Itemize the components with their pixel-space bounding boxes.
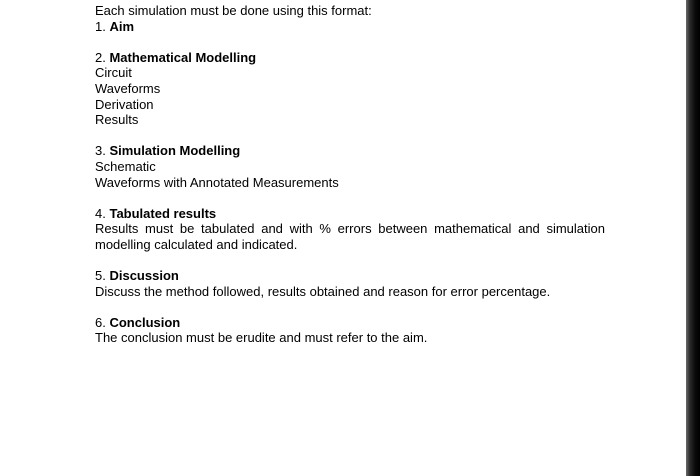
intro-text: Each simulation must be done using this format: xyxy=(95,3,372,18)
section-title: Mathematical Modelling xyxy=(109,49,257,65)
section-paragraph: Results must be tabulated and with % errors between mathematical and simulation modelling calculated and indicated. xyxy=(95,221,605,252)
section-title: Tabulated results xyxy=(109,205,217,221)
section-aim xyxy=(95,19,615,35)
list-item: Results xyxy=(95,112,139,128)
section-number: 2. xyxy=(95,49,106,65)
page-edge-shadow xyxy=(686,0,700,476)
section-simulation-modelling xyxy=(95,143,615,159)
spacer xyxy=(95,128,615,144)
list-item: Waveforms with Annotated Measurements xyxy=(95,174,339,190)
section-title: Discussion xyxy=(109,268,179,284)
document-content xyxy=(95,3,615,346)
section-title: Aim xyxy=(109,18,135,34)
spacer xyxy=(95,253,615,269)
section-mathematical-modelling xyxy=(95,50,615,66)
list-item: Circuit xyxy=(95,65,132,81)
spacer xyxy=(95,299,615,315)
list-item: Derivation xyxy=(95,96,154,112)
spacer xyxy=(95,190,615,206)
section-discussion xyxy=(95,268,615,284)
section-conclusion xyxy=(95,315,615,331)
section-paragraph: Discuss the method followed, results obtained and reason for error percentage. xyxy=(95,283,551,299)
section-tabulated-results xyxy=(95,206,615,222)
section-title: Conclusion xyxy=(109,314,181,330)
spacer xyxy=(95,34,615,50)
section-paragraph: The conclusion must be erudite and must refer to the aim. xyxy=(95,330,428,346)
list-item: Schematic xyxy=(95,158,156,174)
section-number: 4. xyxy=(95,205,106,221)
section-number: 3. xyxy=(95,143,106,159)
section-number: 1. xyxy=(95,18,106,34)
section-number: 5. xyxy=(95,268,106,284)
section-title: Simulation Modelling xyxy=(109,143,241,159)
section-number: 6. xyxy=(95,314,106,330)
list-item: Waveforms xyxy=(95,80,161,96)
